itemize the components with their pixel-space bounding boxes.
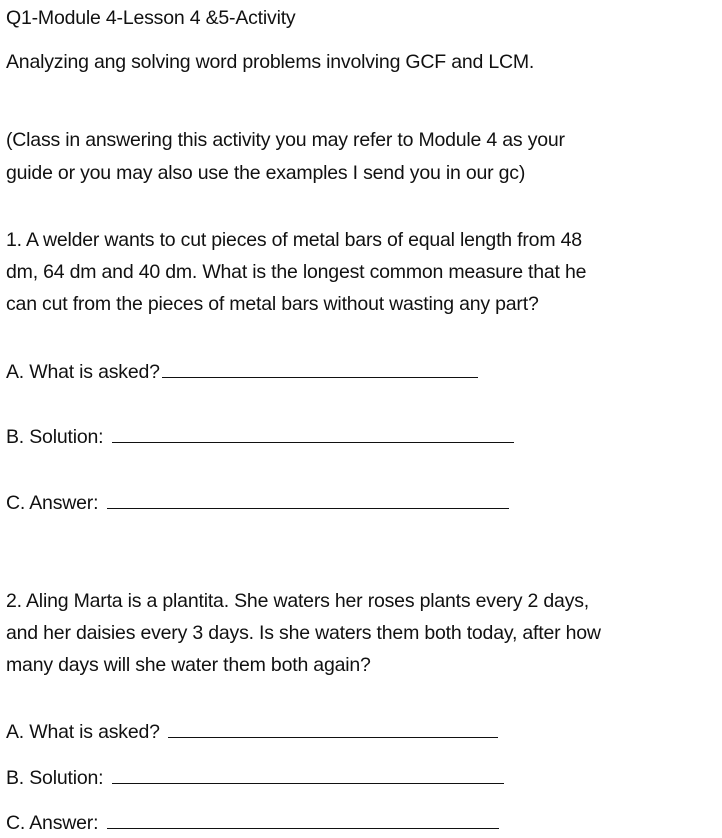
problem-1-solution-label: B. Solution: xyxy=(6,426,104,448)
problem-2-solution-blank[interactable] xyxy=(112,765,504,784)
problem-1-line-3: can cut from the pieces of metal bars without wasting any part? xyxy=(6,293,539,315)
instruction-note-line-2: guide or you may also use the examples I send you in our gc) xyxy=(6,162,526,184)
problem-2-answer-label: C. Answer: xyxy=(6,812,99,834)
problem-2-solution-label: B. Solution: xyxy=(6,767,104,789)
problem-2-line-2: and her daisies every 3 days. Is she waters them both today, after how xyxy=(6,622,601,644)
problem-1-asked-label: A. What is asked? xyxy=(6,361,160,383)
problem-2-asked-field xyxy=(6,719,498,744)
problem-1-asked-field xyxy=(6,359,478,384)
problem-2-line-1: 2. Aling Marta is a plantita. She waters her roses plants every 2 days, xyxy=(6,590,590,612)
problem-2-asked-label: A. What is asked? xyxy=(6,721,160,743)
problem-1-line-2: dm, 64 dm and 40 dm. What is the longest common measure that he xyxy=(6,261,587,283)
problem-1-solution-blank[interactable] xyxy=(112,424,514,443)
instruction-note-line-1: (Class in answering this activity you may refer to Module 4 as your xyxy=(6,129,565,151)
problem-2-answer-blank[interactable] xyxy=(107,810,499,829)
problem-1-asked-blank[interactable] xyxy=(162,359,478,378)
problem-1-answer-label: C. Answer: xyxy=(6,492,99,514)
problem-2-answer-field xyxy=(6,810,499,835)
problem-1-answer-blank[interactable] xyxy=(107,490,509,509)
problem-2-line-3: many days will she water them both again? xyxy=(6,654,371,676)
problem-1-line-1: 1. A welder wants to cut pieces of metal bars of equal length from 48 xyxy=(6,229,582,251)
problem-2-asked-blank[interactable] xyxy=(168,719,498,738)
problem-1-answer-field xyxy=(6,490,509,515)
problem-1-solution-field xyxy=(6,424,514,449)
worksheet-title: Q1-Module 4-Lesson 4 &5-Activity xyxy=(6,7,296,29)
problem-2-solution-field xyxy=(6,765,504,790)
worksheet-subtitle: Analyzing ang solving word problems involving GCF and LCM. xyxy=(6,51,535,73)
